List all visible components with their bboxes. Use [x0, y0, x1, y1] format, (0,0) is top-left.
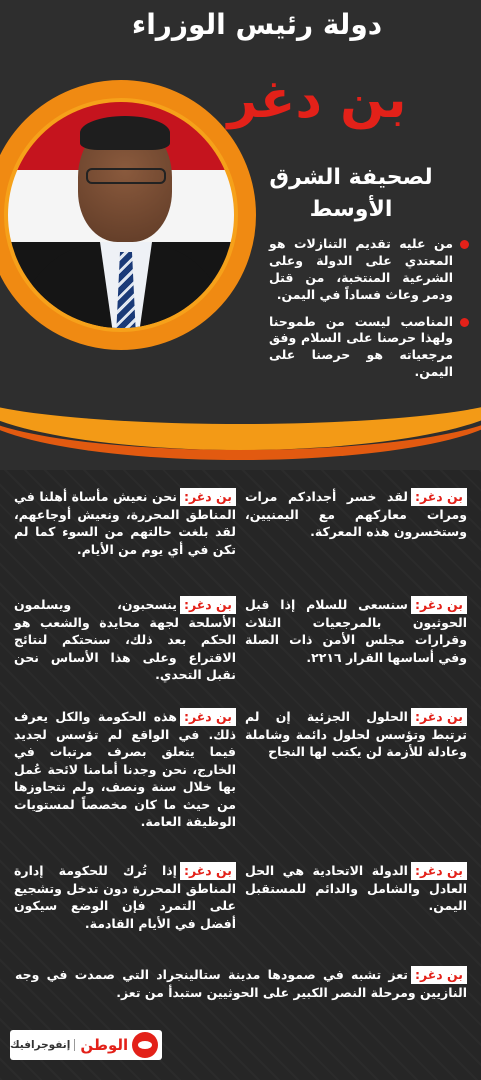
quote-tag: بن دغر: [180, 596, 236, 614]
bullet-text: المناصب ليست من طموحنا ولهذا حرصنا على السلام وفق مرجعياته هو حرصنا على اليمن. [269, 313, 453, 380]
subtitle [261, 162, 441, 226]
quote-block [14, 596, 236, 684]
quote-tag: بن دغر: [180, 488, 236, 506]
quote-block [14, 488, 236, 558]
subtitle-line-2: الأوسط [309, 196, 393, 222]
quote-text: إذا تُرك للحكومة إدارة المناطق المحررة دون تدخل وتشجيع على التمرد فإن الوضع سيكون أفضل في الأيام القادمة. [14, 863, 236, 931]
logo-icon [132, 1032, 158, 1058]
quote-tag: بن دغر: [180, 862, 236, 880]
portrait-frame [0, 80, 256, 350]
quote-tag: بن دغر: [411, 708, 467, 726]
quote-block [14, 862, 236, 932]
quote-text: ينسحبون، ويسلمون الأسلحة لجهة محايدة والشعب هو الحكم بعد ذلك، سنحتكم لنتائج الاقتراع وعلى هذا الأساس نحن نقبل التحدي. [14, 597, 236, 682]
quote-tag: بن دغر: [180, 708, 236, 726]
quote-tag: بن دغر: [411, 862, 467, 880]
quote-block-wide [15, 966, 467, 1001]
quote-text: تعز تشبه في صمودها مدينة ستالينجراد التي صمدت في وجه النازيين ومرحلة النصر الكبير على الحوثيين ستبدأ من تعز. [15, 967, 467, 1000]
bullet-text: من عليه تقديم التنازلات هو المعتدي على الدولة وعلى الشرعية المنتخبة، من قتل ودمر وعاث فساداً في اليمن. [269, 236, 453, 302]
quote-block [245, 862, 467, 915]
portrait-glasses [86, 168, 166, 184]
quote-text: سنسعى للسلام إذا قبل الحوثيون بالمرجعيات الثلاث وقرارات مجلس الأمن ذات الصلة وفي أساسها القرار ٢٢١٦. [245, 597, 467, 665]
portrait-hair [80, 116, 170, 150]
quote-text: الدولة الاتحادية هي الحل العادل والشامل والدائم للمستقبل اليمن. [245, 863, 467, 913]
portrait-photo [8, 102, 234, 328]
logo-subtext: إنفوجرافيك [10, 1039, 75, 1051]
quote-block [14, 708, 236, 831]
bullet-dot-icon [460, 318, 469, 327]
bullet-dot-icon [460, 240, 469, 249]
quote-text: نحن نعيش مأساة أهلنا في المناطق المحررة، ونعيش أوجاعهم، لقد بلغت حالتهم من السوء كما لم تكن في أي يوم من الأيام. [14, 489, 236, 557]
subtitle-line-1: لصحيفة الشرق [269, 165, 433, 190]
footer-logo [10, 1030, 162, 1060]
quote-block [245, 708, 467, 761]
quote-tag: بن دغر: [411, 488, 467, 506]
bullet-item [269, 236, 469, 304]
quote-text: الحلول الجزئية إن لم ترتبط وتؤسس لحلول دائمة وشاملة وعادلة للأزمة لن يكتب لها النجاح [245, 709, 467, 759]
quote-tag: بن دغر: [411, 596, 467, 614]
quote-block [245, 488, 467, 541]
quote-block [245, 596, 467, 666]
bullet-item [269, 314, 469, 382]
logo-text: الوطن [80, 1036, 129, 1054]
quote-text: لقد خسر أجدادكم مرات ومرات معاركهم مع اليمنيين، وستخسرون هذه المعركة. [245, 489, 467, 539]
page-title: دولة رئيس الوزراء [131, 8, 383, 41]
quote-text: هذه الحكومة والكل يعرف ذلك. في الواقع لم تؤسس لجديد فيما يتعلق بصرف مرتبات في الخارج، نحن وجدنا أمامنا لائحة عُمل بها خلال سنة ونصف، ولم نتجاوزها من حيث ما كان مخصصاً لمستويات الوظيفة العامة. [14, 709, 236, 829]
quote-tag: بن دغر: [411, 966, 467, 984]
person-name: بن دغر [227, 70, 407, 130]
bullet-list [269, 236, 469, 391]
